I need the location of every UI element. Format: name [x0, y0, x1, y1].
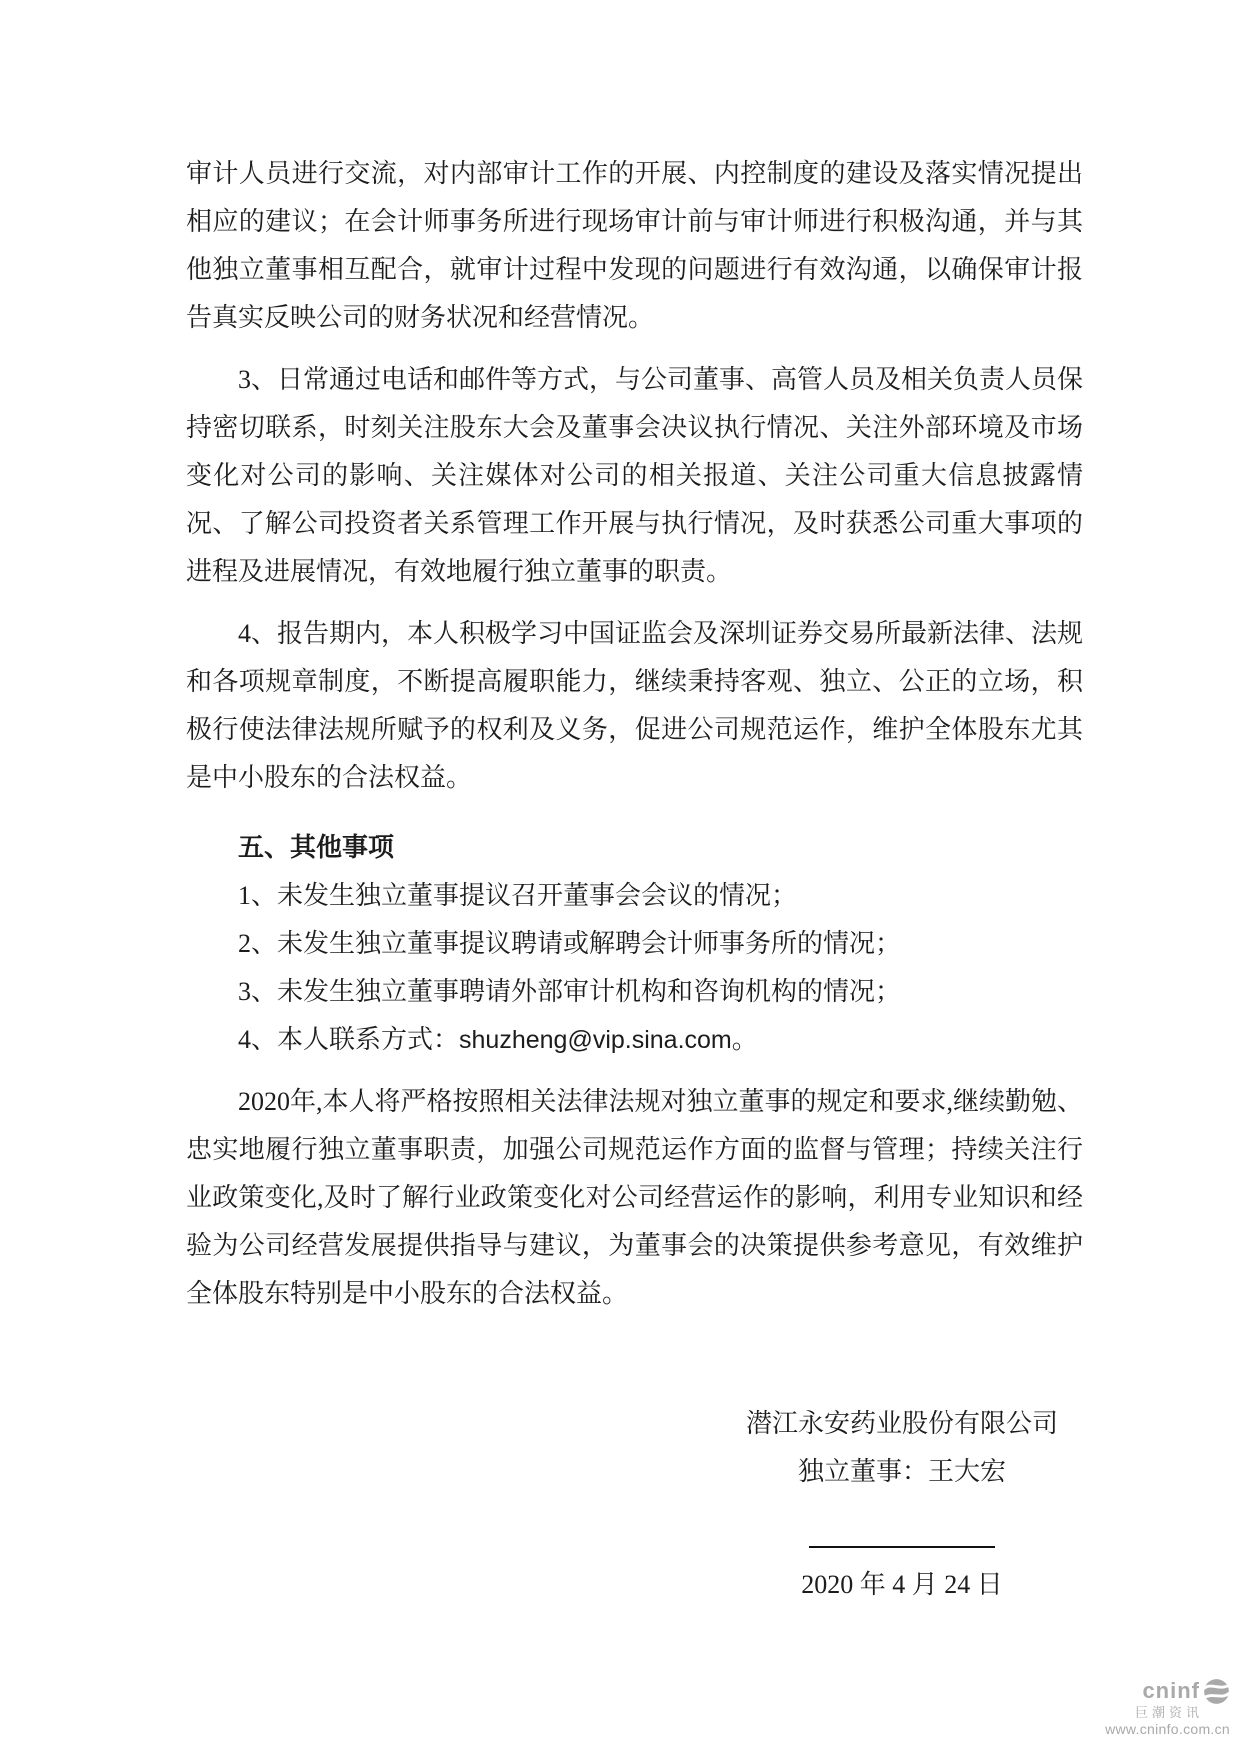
- paragraph-regulation-study: 4、报告期内，本人积极学习中国证监会及深圳证券交易所最新法律、法规和各项规章制度，不断提高履职能力，继续秉持客观、独立、公正的立场，积极行使法律法规所赋予的权利及义务，促进公司规范运作，维护全体股东尤其是中小股东的合法权益。: [186, 619, 1084, 792]
- document-body: [186, 150, 1083, 1332]
- signature-line: [809, 1546, 995, 1548]
- paragraph-daily-contact: 3、日常通过电话和邮件等方式，与公司董事、高管人员及相关负责人员保持密切联系，时刻关注股东大会及董事会决议执行情况、关注外部环境及市场变化对公司的影响、关注媒体对公司的相关报道、关注公司重大信息披露情况、了解公司投资者关系管理工作开展与执行情况，及时获悉公司重大事项的进程及进展情况，有效地履行独立董事的职责。: [186, 365, 1084, 586]
- signature-date: 2020 年 4 月 24 日: [801, 1570, 1003, 1599]
- cninfo-website-url: www.cninfo.com.cn: [1105, 1721, 1230, 1738]
- list-item-no-accounting-firm-proposal: 2、未发生独立董事提议聘请或解聘会计师事务所的情况；: [238, 929, 902, 958]
- contact-suffix: 。: [731, 1025, 758, 1054]
- paragraph-audit-communication: 审计人员进行交流，对内部审计工作的开展、内控制度的建设及落实情况提出相应的建议；在会计师事务所进行现场审计前与审计师进行积极沟通，并与其他独立董事相互配合，就审计过程中发现的问题进行有效沟通，以确保审计报告真实反映公司的财务状况和经营情况。: [186, 159, 1083, 332]
- cninfo-brand-row: [1105, 1678, 1230, 1705]
- contact-label: 4、本人联系方式：: [238, 1025, 460, 1054]
- cninfo-swirl-icon: [1203, 1678, 1230, 1705]
- list-item-no-board-meeting-proposal: 1、未发生独立董事提议召开董事会会议的情况；: [238, 881, 798, 910]
- closing-paragraph: 2020年,本人将严格按照相关法律法规对独立董事的规定和要求,继续勤勉、忠实地履行独立董事职责，加强公司规范运作方面的监督与管理；持续关注行业政策变化,及时了解行业政策变化对公司经营运作的影响，利用专业知识和经验为公司经营发展提供指导与建议，为董事会的决策提供参考意见，有效维护全体股东特别是中小股东的合法权益。: [186, 1087, 1084, 1308]
- cninfo-watermark: [1105, 1678, 1230, 1738]
- signature-company-name: 潜江永安药业股份有限公司: [745, 1409, 1058, 1438]
- list-item-contact-info: [186, 1016, 1083, 1064]
- cninfo-chinese-name: 巨潮资讯: [1134, 1705, 1203, 1720]
- cninfo-brand-text: cninf: [1142, 1678, 1200, 1704]
- contact-email: shuzheng@vip.sina.com: [459, 1026, 732, 1054]
- list-item-no-external-audit-engagement: 3、未发生独立董事聘请外部审计机构和咨询机构的情况；: [238, 977, 902, 1006]
- signature-block: [652, 1400, 1152, 1609]
- section-heading-other-matters: 五、其他事项: [238, 833, 395, 862]
- signature-signer-name: 独立董事：王大宏: [797, 1457, 1006, 1486]
